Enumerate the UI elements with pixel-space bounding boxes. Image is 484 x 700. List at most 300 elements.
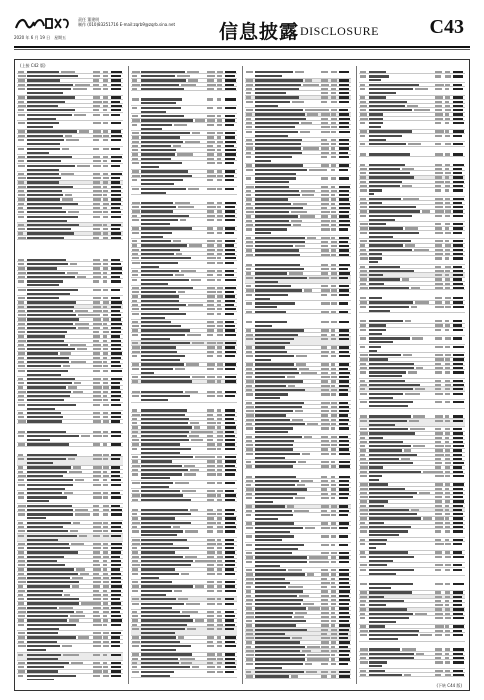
table-text-block (453, 393, 463, 395)
table-text-block (246, 264, 252, 266)
table-text-block (103, 88, 108, 90)
table-text-block (217, 119, 222, 121)
table-row (17, 279, 123, 288)
table-text-block (445, 492, 450, 494)
table-text-block (207, 162, 215, 164)
table-text-block (246, 376, 252, 378)
table-text-block (453, 223, 463, 225)
table-text-block (339, 603, 349, 605)
table-text-block (177, 75, 191, 77)
table-text-block (132, 460, 138, 462)
table-text-block (255, 135, 288, 137)
table-text-block (321, 92, 328, 94)
table-text-block (18, 96, 25, 98)
table-text-block (132, 257, 139, 259)
table-text-block (207, 641, 213, 643)
table-text-block (369, 437, 383, 439)
table-text-block (369, 604, 386, 606)
table-text-block (103, 259, 108, 261)
table-text-block (307, 658, 322, 660)
table-row (359, 542, 465, 551)
table-text-block (435, 266, 441, 268)
table-text-block (18, 573, 24, 575)
table-text-block (246, 484, 251, 486)
table-text-block (321, 436, 328, 438)
table-text-block (63, 365, 70, 367)
table-text-block (217, 490, 223, 492)
table-text-block (246, 186, 254, 188)
table-text-block (331, 101, 337, 103)
table-column-1 (17, 70, 123, 680)
table-text-block (225, 342, 236, 344)
table-text-block (435, 648, 442, 650)
table-text-block (339, 402, 348, 404)
table-text-block (435, 257, 442, 259)
table-text-block (111, 670, 121, 672)
table-text-block (435, 244, 442, 246)
table-text-block (435, 466, 441, 468)
table-text-block (185, 530, 198, 532)
table-text-block (255, 164, 303, 166)
table-text-block (246, 380, 254, 382)
table-text-block (207, 75, 215, 77)
table-text-block (111, 492, 120, 494)
table-text-block (321, 590, 328, 592)
table-text-block (453, 441, 463, 443)
table-text-block (81, 435, 91, 437)
table-text-block (339, 302, 348, 304)
table-text-block (435, 278, 442, 280)
table-text-block (246, 603, 252, 605)
table-text-block (403, 198, 418, 200)
table-text-block (217, 611, 221, 613)
table-text-block (217, 443, 222, 445)
table-text-block (217, 162, 222, 164)
table-text-block (103, 458, 108, 460)
table-text-block (73, 466, 81, 468)
table-text-block (255, 228, 287, 230)
table-row (245, 227, 351, 236)
table-text-block (217, 270, 222, 272)
table-text-block (435, 346, 443, 348)
table-text-block (217, 84, 222, 86)
table-text-block (435, 198, 443, 200)
table-text-block (93, 310, 102, 312)
table-text-block (422, 210, 430, 212)
table-text-block (217, 522, 221, 524)
table-row (131, 123, 237, 132)
table-text-block (93, 148, 99, 150)
table-text-block (291, 675, 299, 677)
table-text-block (27, 139, 64, 141)
table-text-block (132, 551, 138, 553)
table-text-block (246, 101, 253, 103)
table-row (131, 218, 237, 227)
table-text-block (18, 435, 24, 437)
table-row (245, 337, 351, 346)
table-text-block (453, 500, 464, 502)
table-text-block (445, 415, 449, 417)
table-text-block (18, 280, 24, 282)
table-text-block (339, 249, 349, 251)
table-text-block (360, 415, 367, 417)
table-text-block (141, 543, 173, 545)
table-text-block (331, 143, 336, 145)
table-text-block (453, 384, 464, 386)
table-text-block (225, 482, 235, 484)
table-text-block (79, 535, 87, 537)
table-text-block (360, 274, 367, 276)
table-text-block (27, 513, 73, 515)
table-row (17, 147, 123, 156)
table-text-block (132, 240, 137, 242)
table-text-block (111, 365, 121, 367)
table-text-block (255, 484, 295, 486)
table-text-block (255, 535, 294, 537)
table-text-block (93, 577, 101, 579)
table-text-block (255, 169, 307, 171)
table-text-block (331, 88, 336, 90)
table-text-block (27, 79, 60, 81)
table-text-block (246, 285, 251, 287)
table-row (17, 138, 123, 147)
table-text-block (111, 135, 122, 137)
table-text-block (369, 249, 412, 251)
table-text-block (132, 363, 139, 365)
table-text-block (111, 276, 120, 278)
table-text-block (246, 372, 253, 374)
table-text-block (27, 211, 66, 213)
table-text-block (141, 192, 166, 194)
table-text-block (225, 363, 236, 365)
table-text-block (255, 190, 299, 192)
table-text-block (18, 186, 26, 188)
table-text-block (369, 202, 382, 204)
table-text-block (75, 84, 89, 86)
table-text-block (93, 404, 100, 406)
table-text-block (18, 607, 26, 609)
table-text-block (360, 266, 365, 268)
table-text-block (141, 473, 182, 475)
table-text-block (141, 136, 180, 138)
table-text-block (339, 272, 350, 274)
table-text-block (18, 267, 25, 269)
table-text-block (141, 418, 189, 420)
table-text-block (331, 493, 336, 495)
table-row (131, 187, 237, 196)
table-text-block (207, 636, 214, 638)
table-text-block (18, 331, 25, 333)
table-text-block (225, 628, 234, 630)
table-text-block (453, 75, 463, 77)
table-text-block (132, 443, 139, 445)
table-text-block (295, 612, 306, 614)
table-text-block (207, 418, 214, 420)
table-text-block (246, 658, 253, 660)
table-text-block (93, 340, 99, 342)
table-text-block (217, 380, 221, 382)
table-text-block (93, 624, 102, 626)
table-text-block (246, 663, 253, 665)
table-text-block (111, 323, 122, 325)
table-row (17, 434, 123, 443)
table-text-block (435, 301, 442, 303)
table-text-block (255, 527, 303, 529)
table-text-block (419, 492, 430, 494)
table-text-block (18, 585, 23, 587)
table-text-block (207, 443, 215, 445)
table-text-block (217, 329, 223, 331)
table-text-block (445, 109, 451, 111)
table-text-block (181, 662, 192, 664)
table-text-block (435, 522, 443, 524)
table-text-block (255, 177, 296, 179)
table-text-block (217, 158, 221, 160)
table-text-block (369, 513, 417, 515)
table-text-block (18, 207, 23, 209)
table-text-block (414, 109, 430, 111)
table-text-block (225, 210, 235, 212)
table-text-block (207, 376, 215, 378)
table-text-block (360, 337, 366, 339)
table-text-block (339, 556, 349, 558)
table-text-block (27, 488, 65, 490)
table-row (245, 130, 351, 139)
table-text-block (93, 416, 100, 418)
table-text-block (453, 185, 463, 187)
table-text-block (321, 444, 330, 446)
table-text-block (225, 351, 236, 353)
table-text-block (103, 340, 107, 342)
table-text-block (103, 611, 109, 613)
table-text-block (255, 306, 277, 308)
table-text-block (360, 71, 366, 73)
table-text-block (369, 488, 405, 490)
table-text-block (18, 431, 25, 433)
table-text-block (93, 361, 102, 363)
table-text-block (369, 135, 402, 137)
table-text-block (331, 122, 336, 124)
table-text-block (18, 526, 24, 528)
table-text-block (93, 581, 101, 583)
table-text-block (360, 674, 366, 676)
table-text-block (321, 586, 327, 588)
table-text-block (186, 363, 199, 365)
table-text-block (207, 325, 215, 327)
table-text-block (78, 636, 89, 638)
table-text-block (369, 449, 402, 451)
table-text-block (207, 279, 215, 281)
table-text-block (339, 650, 350, 652)
table-text-block (445, 215, 450, 217)
table-text-block (246, 616, 254, 618)
table-text-block (339, 84, 349, 86)
table-text-block (246, 561, 252, 563)
table-text-block (321, 578, 327, 580)
table-text-block (217, 334, 223, 336)
table-row (245, 100, 351, 109)
table-text-block (225, 522, 235, 524)
table-text-block (207, 149, 215, 151)
table-text-block (369, 164, 405, 166)
table-text-block (177, 153, 192, 155)
table-text-block (339, 228, 348, 230)
table-text-block (132, 188, 139, 190)
table-text-block (453, 287, 464, 289)
table-row (131, 161, 237, 170)
table-text-block (27, 96, 75, 98)
table-text-block (18, 211, 24, 213)
table-text-block (27, 357, 69, 359)
table-text-block (18, 564, 25, 566)
table-text-block (339, 79, 349, 81)
table-text-block (111, 361, 120, 363)
table-text-block (321, 616, 329, 618)
table-row (359, 370, 465, 379)
table-text-block (103, 435, 108, 437)
table-text-block (435, 600, 441, 602)
table-text-block (103, 416, 108, 418)
table-text-block (339, 338, 349, 340)
table-text-block (453, 454, 462, 456)
table-text-block (453, 143, 463, 145)
table-text-block (435, 674, 441, 676)
table-text-block (369, 92, 396, 94)
table-text-block (453, 198, 464, 200)
table-text-block (27, 420, 62, 422)
table-text-block (27, 431, 66, 433)
table-text-block (141, 632, 175, 634)
table-text-block (225, 149, 236, 151)
table-text-block (217, 560, 222, 562)
table-text-block (132, 287, 139, 289)
table-text-block (445, 297, 451, 299)
table-text-block (93, 276, 101, 278)
table-text-block (132, 162, 139, 164)
table-text-block (132, 244, 137, 246)
table-text-block (217, 257, 221, 259)
table-text-block (339, 624, 350, 626)
table-text-block (141, 376, 190, 378)
table-text-block (27, 378, 75, 380)
table-text-block (321, 544, 329, 546)
table-text-block (132, 448, 137, 450)
table-text-block (27, 310, 73, 312)
table-text-block (225, 262, 234, 264)
table-text-block (339, 190, 349, 192)
table-text-block (111, 590, 121, 592)
table-text-block (360, 346, 365, 348)
table-text-block (297, 484, 306, 486)
table-row (359, 529, 465, 538)
table-text-block (331, 654, 335, 656)
table-text-block (132, 346, 140, 348)
table-text-block (435, 388, 441, 390)
table-text-block (132, 141, 139, 143)
table-text-block (339, 152, 348, 154)
table-text-block (132, 368, 139, 370)
table-text-block (207, 460, 215, 462)
table-text-block (207, 287, 215, 289)
table-text-block (18, 181, 24, 183)
table-text-block (321, 294, 327, 296)
table-text-block (27, 327, 76, 329)
table-text-block (141, 295, 179, 297)
table-text-block (445, 84, 450, 86)
table-text-block (360, 101, 366, 103)
table-row (245, 426, 351, 435)
table-text-block (255, 423, 305, 425)
table-text-block (27, 475, 63, 477)
table-text-block (255, 126, 295, 128)
table-text-block (321, 143, 329, 145)
table-text-block (103, 607, 109, 609)
table-text-block (27, 314, 76, 316)
table-text-block (141, 666, 190, 668)
table-text-block (331, 380, 336, 382)
table-text-block (360, 428, 367, 430)
table-text-block (360, 371, 366, 373)
table-text-block (246, 641, 252, 643)
table-text-block (111, 148, 120, 150)
table-text-block (369, 198, 401, 200)
table-text-block (27, 169, 59, 171)
table-text-block (331, 620, 336, 622)
table-text-block (360, 202, 367, 204)
table-text-block (27, 458, 66, 460)
table-text-block (111, 598, 120, 600)
table-text-block (225, 431, 234, 433)
table-text-block (255, 667, 282, 669)
table-text-block (255, 173, 296, 175)
table-text-block (360, 661, 368, 663)
table-text-block (321, 671, 328, 673)
table-text-block (321, 637, 330, 639)
table-text-block (305, 663, 312, 665)
table-text-block (27, 547, 70, 549)
table-text-block (103, 181, 108, 183)
table-text-block (360, 122, 365, 124)
table-text-block (225, 624, 235, 626)
table-text-block (445, 337, 451, 339)
table-text-block (18, 114, 25, 116)
table-text-block (141, 145, 171, 147)
table-text-block (360, 113, 367, 115)
table-text-block (225, 448, 235, 450)
table-text-block (27, 573, 78, 575)
table-text-block (132, 395, 139, 397)
table-text-block (141, 355, 185, 357)
table-text-block (445, 232, 451, 234)
table-text-block (194, 426, 200, 428)
table-text-block (415, 388, 426, 390)
table-text-block (321, 484, 329, 486)
table-text-block (246, 169, 253, 171)
table-text-block (255, 325, 272, 327)
table-text-block (141, 585, 193, 587)
table-text-block (246, 599, 253, 601)
table-text-block (217, 513, 222, 515)
table-text-block (27, 165, 75, 167)
table-text-block (255, 186, 289, 188)
table-text-block (225, 179, 234, 181)
table-text-block (103, 431, 108, 433)
table-text-block (132, 227, 139, 229)
table-text-block (415, 88, 429, 90)
table-text-block (207, 304, 214, 306)
table-text-block (207, 274, 213, 276)
table-text-block (217, 653, 222, 655)
